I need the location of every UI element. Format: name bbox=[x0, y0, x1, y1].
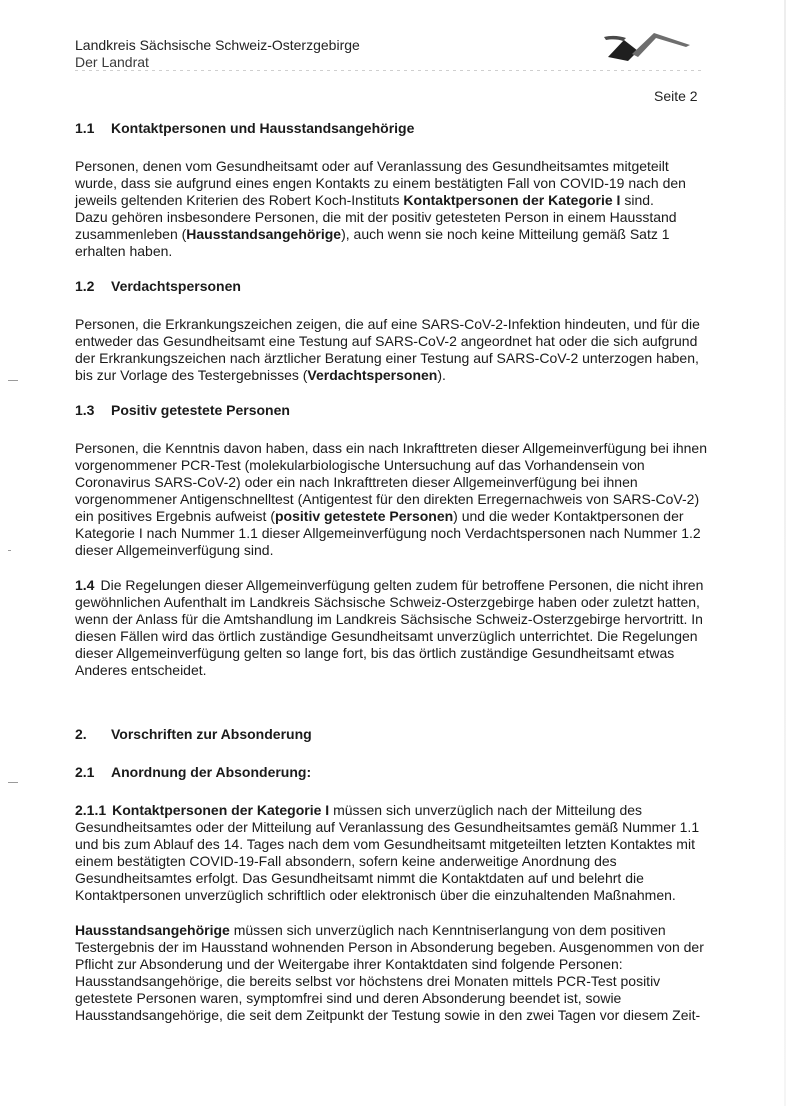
text-run: Personen, denen vom Gesundheitsamt oder auf Veranlassung des Gesundheitsamtes mitgeteilt wurde, dass sie aufgrund eines engen Kontakts zu einem bestätigten Fall von COVID-19 nach den jeweils geltenden Kriterien des Robert Koch-Instituts bbox=[75, 158, 686, 208]
paragraph bbox=[75, 209, 707, 260]
section-heading-1-2 bbox=[75, 278, 707, 295]
bold-term: Verdachtspersonen bbox=[307, 367, 438, 383]
section-title: Verdachtspersonen bbox=[111, 278, 241, 294]
section-number: 1.1 bbox=[75, 120, 95, 136]
letterhead bbox=[75, 37, 360, 71]
document-body bbox=[75, 120, 707, 1024]
bold-term: Hausstandsangehörige bbox=[186, 226, 342, 242]
paragraph-2-1-1 bbox=[75, 802, 707, 904]
section-number: 2.1.1 bbox=[75, 802, 107, 818]
page-number: Seite 2 bbox=[654, 88, 698, 104]
text-run: Dazu gehören insbesondere Personen, die mit der positiv getesteten Person in einem Hausstand zusammenleben ( bbox=[75, 209, 677, 242]
section-title: Anordnung der Absonderung: bbox=[111, 764, 312, 780]
text-run: Die Regelungen dieser Allgemeinverfügung gelten zudem für betroffene Personen, die nicht ihren gewöhnlichen Aufenthalt im Landkreis Sächsische Schweiz-Osterzgebirge haben oder zuletzt hatten, wenn der Anlass für die Amtshandlung im Landkreis Sächsische Schweiz-Osterzgebirge hervortritt. In diesen Fällen wird das örtlich zuständige Gesundheitsamt unverzüglich unterrichtet. Die Regelungen dieser Allgemeinverfügung gelten so lange fort, bis das örtlich zuständige Gesundheitsamt etwas Anderes entscheidet. bbox=[75, 577, 704, 678]
paragraph-household bbox=[75, 922, 707, 1024]
margin-mark bbox=[8, 550, 11, 551]
section-heading-1-3 bbox=[75, 402, 707, 419]
section-heading-2-1 bbox=[75, 764, 707, 781]
section-number: 1.3 bbox=[75, 402, 95, 418]
text-run: ) und die weder Kontaktpersonen der Kategorie I nach Nummer 1.1 dieser Allgemeinverfügung noch Verdachtspersonen nach Nummer 1.2 dieser Allgemeinverfügung sind. bbox=[75, 508, 701, 558]
bold-term: positiv getestete Personen bbox=[275, 508, 454, 524]
paragraph bbox=[75, 316, 707, 384]
section-heading-1-1 bbox=[75, 120, 707, 137]
bold-term: Kontaktpersonen der Kategorie I bbox=[403, 192, 621, 208]
section-number: 1.2 bbox=[75, 278, 95, 294]
paragraph bbox=[75, 158, 707, 209]
margin-mark bbox=[8, 782, 18, 783]
section-title: Positiv getestete Personen bbox=[111, 402, 290, 418]
text-run: Personen, die Erkrankungszeichen zeigen, die auf eine SARS-CoV-2-Infektion hindeuten, und für die entweder das Gesundheitsamt eine Testung auf SARS-CoV-2 angeordnet hat oder die sich aufgrund der Erkrankungszeichen nach ärztlicher Beratung einer Testung auf SARS-CoV-2 unterzogen haben, bis zur Vorlage des Testergebnisses ( bbox=[75, 316, 700, 383]
section-title: Vorschriften zur Absonderung bbox=[111, 726, 312, 742]
section-title: Kontaktpersonen und Hausstandsangehörige bbox=[111, 120, 415, 136]
mountain-logo-icon bbox=[598, 27, 694, 63]
paragraph-1-4 bbox=[75, 577, 707, 679]
header-divider bbox=[75, 70, 705, 71]
text-run: müssen sich unverzüglich nach Kenntniserlangung von dem positiven Testergebnis der im Hausstand wohnenden Person in Absonderung begeben. Ausgenommen von der Pflicht zur Absonderung und der Weitergabe ihrer Kontaktdaten sind folgende Personen: Hausstandsangehörige, die bereits selbst vor höchstens drei Monaten mittels PCR-Test positiv getestete Personen waren, symptomfrei sind und deren Absonderung beendet ist, sowie Hausstandsangehörige, die seit dem Zeitpunkt der Testung sowie in den zwei Tagen vor diesem Zeit- bbox=[75, 922, 704, 1023]
section-number: 2.1 bbox=[75, 764, 95, 780]
section-number: 1.4 bbox=[75, 577, 95, 593]
bold-term: Hausstandsangehörige bbox=[75, 922, 230, 938]
text-run: sind. bbox=[620, 192, 654, 208]
text-run: ), auch wenn sie noch keine Mitteilung gemäß Satz 1 erhalten haben. bbox=[75, 226, 670, 259]
section-number: 2. bbox=[75, 726, 87, 742]
text-run: müssen sich unverzüglich nach der Mitteilung des Gesundheitsamtes oder der Mitteilung auf Veranlassung des Gesundheitsamtes gemäß Nummer 1.1 und bis zum Ablauf des 14. Tages nach dem vom Gesundheitsamt mitgeteilten letzten Kontaktes mit einem bestätigten COVID-19-Fall absondern, sofern keine anderweitige Anordnung des Gesundheitsamtes erfolgt. Das Gesundheitsamt nimmt die Kontaktdaten auf und belehrt die Kontaktpersonen unverzüglich schriftlich oder elektronisch über die einzuhaltenden Maßnahmen. bbox=[75, 802, 700, 903]
text-run: Personen, die Kenntnis davon haben, dass ein nach Inkrafttreten dieser Allgemeinverfügung bei ihnen vorgenommener PCR-Test (molekularbiologische Untersuchung auf das Vorhandensein von Coronavirus SARS-CoV-2) oder ein nach Inkrafttreten dieser Allgemeinverfügung bei ihnen vorgenommener Antigenschnelltest (Antigentest für den direkten Erregernachweis von SARS-CoV-2) ein positives Ergebnis aufweist ( bbox=[75, 440, 707, 524]
section-heading-2 bbox=[75, 726, 707, 743]
letterhead-authority: Landkreis Sächsische Schweiz-Osterzgebirge bbox=[75, 37, 360, 53]
paragraph bbox=[75, 440, 707, 559]
text-run: ). bbox=[437, 367, 446, 383]
letterhead-office: Der Landrat bbox=[75, 54, 149, 70]
bold-term: Kontaktpersonen der Kategorie I bbox=[112, 802, 330, 818]
margin-mark bbox=[8, 380, 18, 381]
